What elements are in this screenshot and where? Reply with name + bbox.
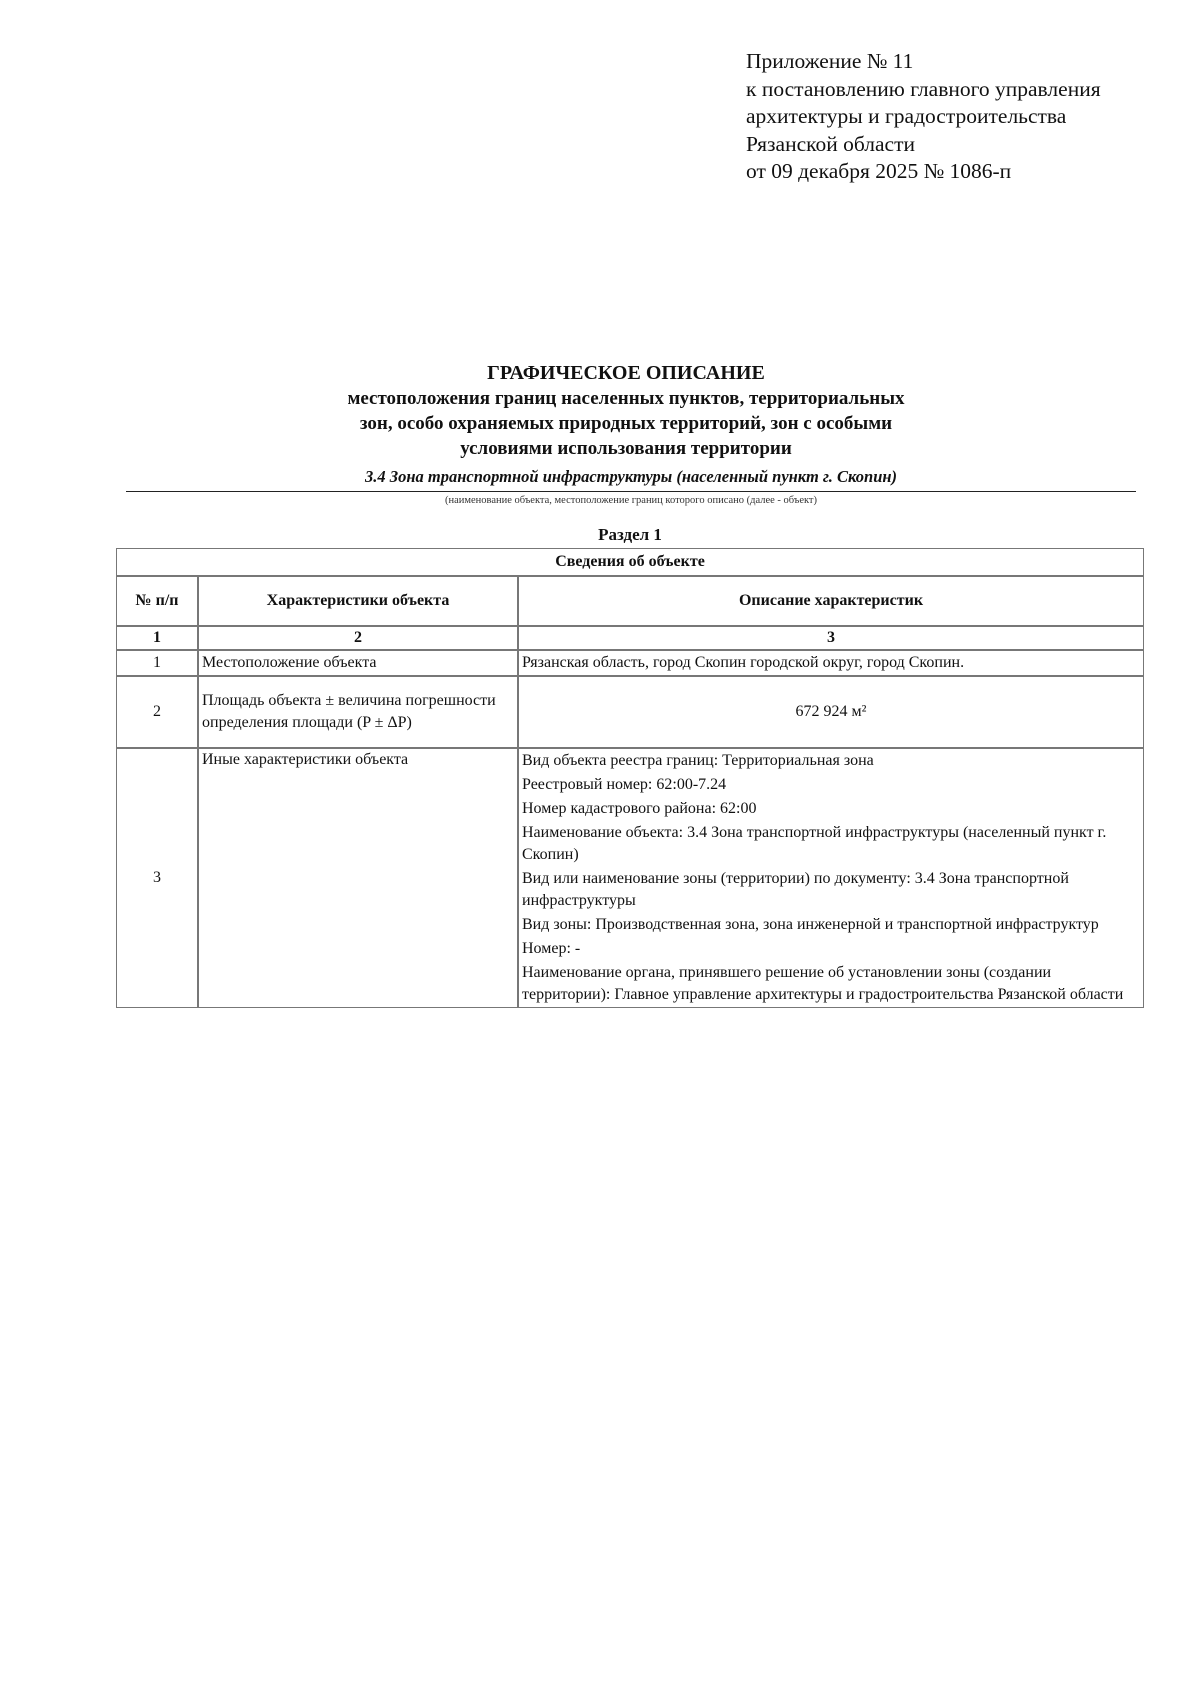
column-header-description: Описание характеристик xyxy=(518,576,1144,626)
table-row xyxy=(116,650,1144,676)
document-subtitle-line: условиями использования территории xyxy=(460,438,792,459)
appendix-line: Приложение № 11 xyxy=(746,49,914,73)
table-column-headers xyxy=(116,576,1144,626)
description-item: Вид зоны: Производственная зона, зона инженерной и транспортной инфраструктур xyxy=(522,916,1099,933)
table-header: Сведения об объекте xyxy=(116,548,1144,576)
document-title: ГРАФИЧЕСКОЕ ОПИСАНИЕ xyxy=(487,362,765,384)
description-item: Вид объекта реестра границ: Территориальная зона xyxy=(522,752,874,769)
description-item: Вид или наименование зоны (территории) по документу: 3.4 Зона транспортной инфраструктуры xyxy=(522,870,1069,909)
object-name-caption: (наименование объекта, местоположение границ которого описано (далее - объект) xyxy=(444,495,818,506)
row-characteristic: Площадь объекта ± величина погрешности определения площади (P ± ΔP) xyxy=(198,676,518,748)
description-item: Наименование органа, принявшего решение об установлении зоны (создании территории): Главное управление архитектуры и градостроительства Рязанской области xyxy=(522,964,1124,1003)
table-row xyxy=(116,676,1144,748)
column-number: 3 xyxy=(518,626,1144,650)
document-title-block xyxy=(117,360,1135,461)
appendix-line: от 09 декабря 2025 № 1086-п xyxy=(746,159,1012,183)
row-description: 672 924 м² xyxy=(518,676,1144,748)
document-subtitle-line: зон, особо охраняемых природных территорий, зон с особыми xyxy=(359,413,893,434)
description-item: Реестровый номер: 62:00-7.24 xyxy=(522,776,727,793)
table-row xyxy=(116,748,1144,1008)
appendix-line: к постановлению главного управления xyxy=(746,76,1101,101)
row-characteristic: Местоположение объекта xyxy=(198,650,518,676)
section-heading: Раздел 1 xyxy=(598,525,662,544)
column-header-number: № п/п xyxy=(116,576,198,626)
row-number: 3 xyxy=(116,748,198,1008)
description-item: Номер кадастрового района: 62:00 xyxy=(522,800,757,817)
row-description: Рязанская область, город Скопин городской округ, город Скопин. xyxy=(518,650,1144,676)
column-number: 1 xyxy=(116,626,198,650)
description-item: Номер: - xyxy=(522,940,581,957)
appendix-line: архитектуры и градостроительства xyxy=(746,104,1067,128)
row-characteristic: Иные характеристики объекта xyxy=(198,748,518,1008)
appendix-line: Рязанской области xyxy=(746,131,915,156)
column-number: 2 xyxy=(198,626,518,650)
object-info-table xyxy=(116,548,1144,1008)
description-item: Наименование объекта: 3.4 Зона транспортной инфраструктуры (населенный пункт г. Скопин) xyxy=(522,824,1107,863)
table-column-numbers xyxy=(116,626,1144,650)
document-subtitle-line: местоположения границ населенных пунктов, территориальных xyxy=(347,388,905,409)
row-number: 2 xyxy=(116,676,198,748)
table-header-row xyxy=(116,548,1144,576)
column-header-characteristics: Характеристики объекта xyxy=(198,576,518,626)
object-name: 3.4 Зона транспортной инфраструктуры (населенный пункт г. Скопин) xyxy=(364,467,898,486)
object-name-underline xyxy=(126,491,1136,492)
appendix-block xyxy=(746,48,1166,186)
row-number: 1 xyxy=(116,650,198,676)
row-description-list xyxy=(518,748,1144,1008)
